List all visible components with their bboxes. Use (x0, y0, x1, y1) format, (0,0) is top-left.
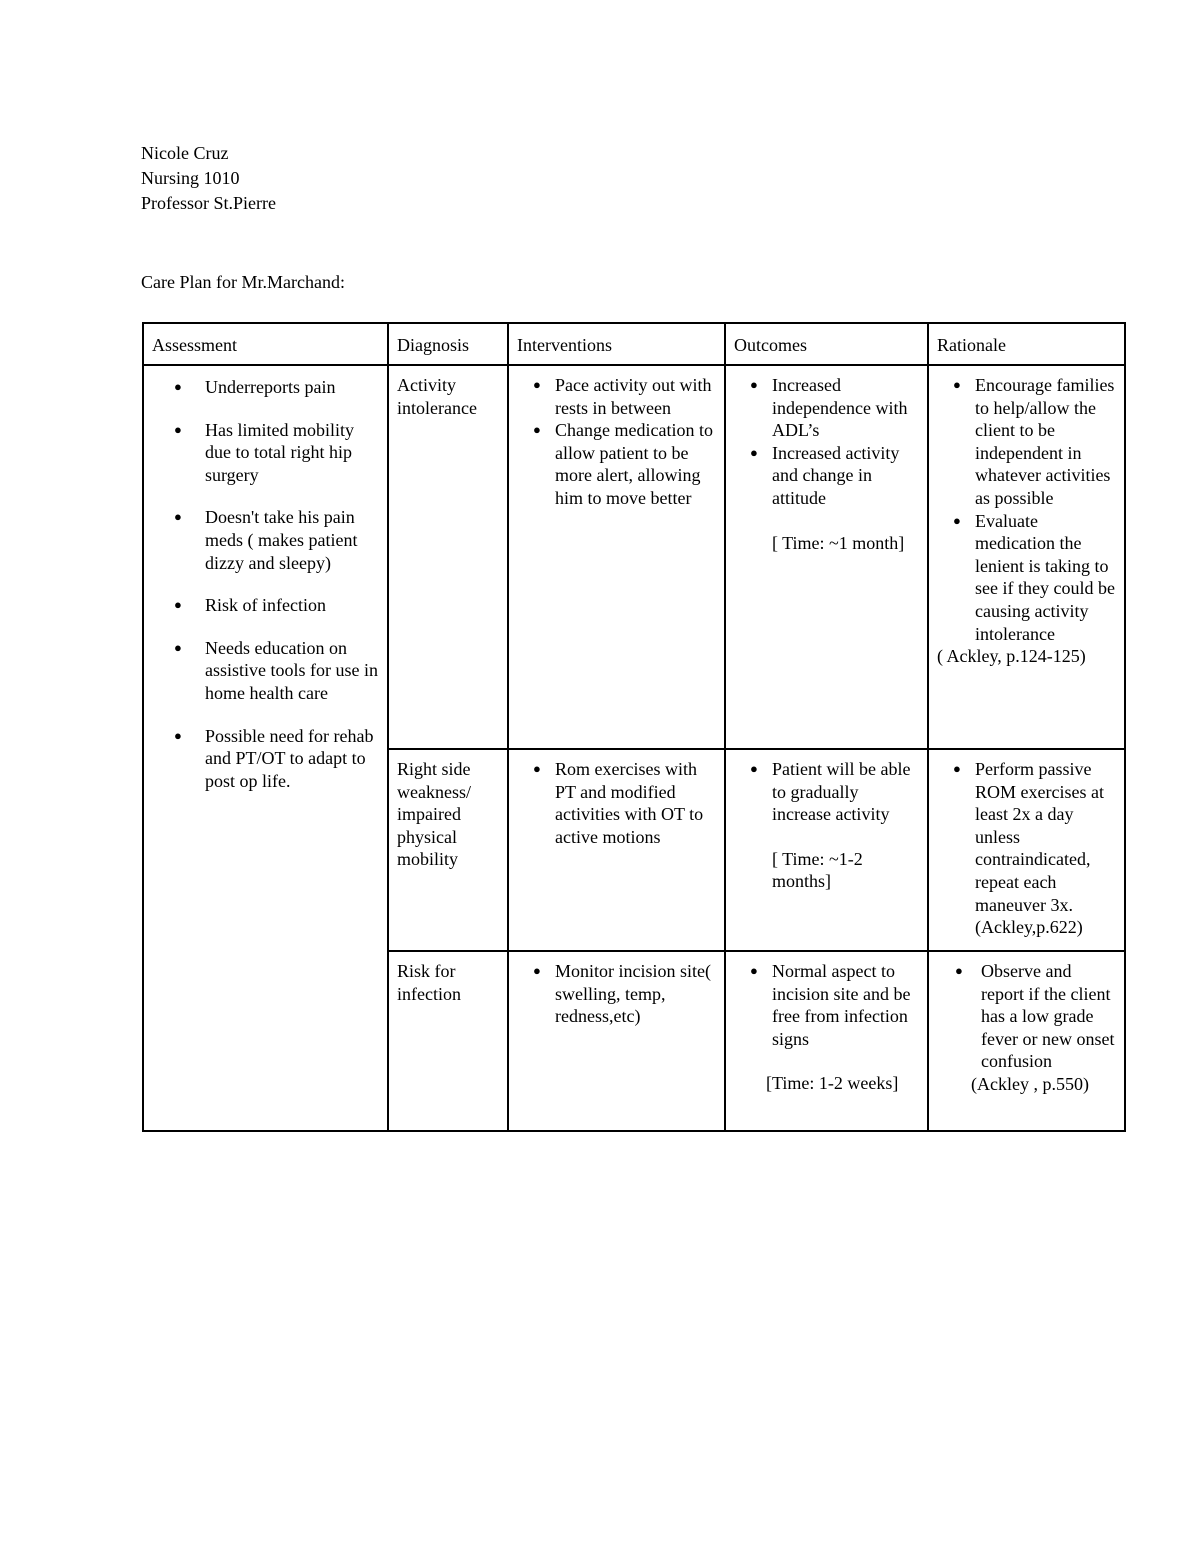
column-header-assessment: Assessment (143, 323, 388, 365)
list-item: ● Perform passive ROM exercises at least 2x a day unless contraindicated, repeat each maneuver 3x. (Ackley,p.622) (937, 758, 1116, 939)
course-name: Nursing 1010 (141, 168, 240, 188)
interventions-cell (508, 749, 725, 951)
rationale-cell (928, 365, 1125, 749)
table-row (143, 365, 1125, 749)
citation: ( Ackley, p.124-125) (937, 646, 1086, 667)
list-item: ● Pace activity out with rests in between (517, 374, 716, 419)
list-item: ● Normal aspect to incision site and be free from infection signs (734, 960, 919, 1050)
list-item: ● Increased activity and change in attitude (734, 442, 919, 510)
list-item: ● Has limited mobility due to total right hip surgery (152, 419, 379, 487)
list-item: ● Observe and report if the client has a low grade fever or new onset confusion (937, 960, 1116, 1073)
list-item: ● Needs education on assistive tools for use in home health care (152, 637, 379, 705)
interventions-cell (508, 951, 725, 1131)
table-header-row (143, 323, 1125, 365)
list-item: ● Doesn't take his pain meds ( makes patient dizzy and sleepy) (152, 506, 379, 574)
list-item: ● Evaluate medication the lenient is taking to see if they could be causing activity intolerance (937, 510, 1116, 646)
outcome-time: [Time: 1-2 weeks] (766, 1073, 899, 1094)
list-item: ● Encourage families to help/allow the client to be independent in whatever activities as possible (937, 374, 1116, 510)
rationale-cell (928, 951, 1125, 1131)
professor-name: Professor St.Pierre (141, 193, 276, 213)
list-item: ● Monitor incision site( swelling, temp, redness,etc) (517, 960, 716, 1028)
column-header-diagnosis: Diagnosis (388, 323, 508, 365)
list-item: ● Patient will be able to gradually increase activity (734, 758, 919, 826)
outcome-time: [ Time: ~1-2 months] (772, 848, 863, 892)
rationale-cell (928, 749, 1125, 951)
list-item: ● Risk of infection (152, 594, 379, 617)
student-name: Nicole Cruz (141, 143, 229, 163)
diagnosis-cell: Right side weakness/ impaired physical mobility (388, 749, 508, 951)
column-header-outcomes: Outcomes (725, 323, 928, 365)
student-header (141, 141, 276, 216)
outcomes-cell (725, 951, 928, 1131)
care-plan-table (142, 322, 1126, 1132)
list-item: ● Rom exercises with PT and modified activities with OT to active motions (517, 758, 716, 848)
assessment-list (152, 376, 379, 792)
list-item: ● Change medication to allow patient to be more alert, allowing him to move better (517, 419, 716, 509)
care-plan-title: Care Plan for Mr.Marchand: (141, 272, 345, 292)
interventions-cell (508, 365, 725, 749)
outcomes-cell (725, 365, 928, 749)
outcomes-cell (725, 749, 928, 951)
list-item: ● Underreports pain (152, 376, 379, 399)
diagnosis-cell: Activity intolerance (388, 365, 508, 749)
assessment-cell (143, 365, 388, 1131)
column-header-rationale: Rationale (928, 323, 1125, 365)
list-item: ● Increased independence with ADL’s (734, 374, 919, 442)
outcome-time: [ Time: ~1 month] (772, 532, 905, 553)
diagnosis-cell: Risk for infection (388, 951, 508, 1131)
citation: (Ackley , p.550) (971, 1073, 1089, 1094)
column-header-interventions: Interventions (508, 323, 725, 365)
list-item: ● Possible need for rehab and PT/OT to adapt to post op life. (152, 725, 379, 793)
